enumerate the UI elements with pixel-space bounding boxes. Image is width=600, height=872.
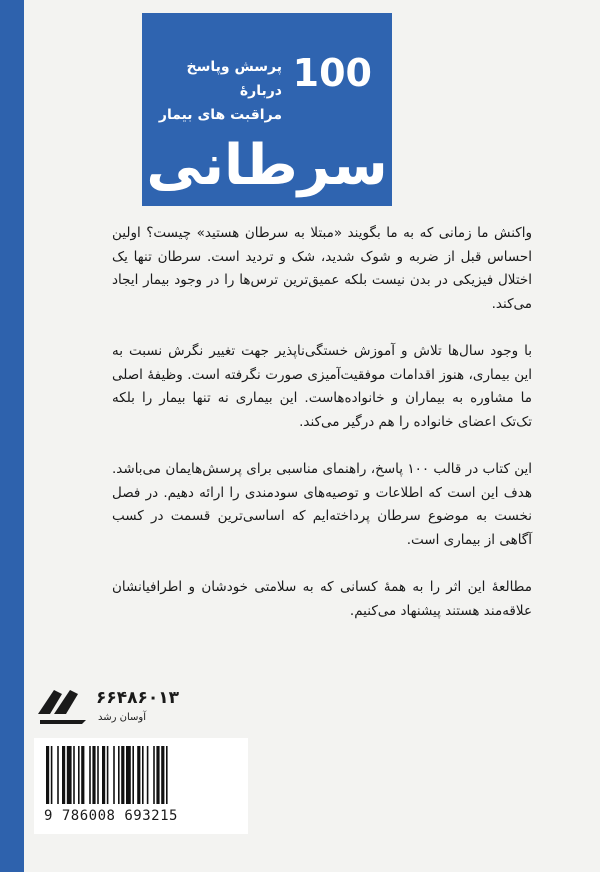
paragraph: این کتاب در قالب ۱۰۰ پاسخ، راهنمای مناسبی برای پرسش‌هایمان می‌باشد. هدف این است که اطلاعات و توصیه‌های سودمندی را ارائه دهیم. در فصل نخست به موضوع سرطان پرداخته‌ایم که اساسی‌ترین قسمت در کسب آگاهی از بیماری است.: [112, 461, 532, 548]
subtitle-line-1: پرسش وپاسخ دربارهٔ: [186, 59, 282, 99]
barcode-bars-icon: [44, 746, 238, 806]
title-box: [142, 13, 392, 206]
subtitle-line-2: مراقبت های بیمار: [158, 107, 282, 123]
back-cover-text: [112, 222, 532, 647]
paragraph: مطالعهٔ این اثر را به همهٔ کسانی که به سلامتی خودشان و اطرافیانشان علاقه‌مند هستند پیشنهاد می‌کنیم.: [112, 579, 532, 619]
title-number: 100: [292, 51, 372, 95]
paragraph: واکنش ما زمانی که به ما بگویند «مبتلا به سرطان هستید» چیست؟ اولین احساس قبل از ضربه و شوک شدید، شک و تردید است. سرطان تنها یک اختلال فیزیکی در بدن نیست بلکه عمیق‌ترین ترس‌ها را در وجود بیمار ایجاد می‌کند.: [112, 225, 532, 312]
blue-side-strip: [0, 0, 24, 872]
paragraph: با وجود سال‌ها تلاش و آموزش خستگی‌ناپذیر جهت تغییر نگرش نسبت به این بیماری، هنوز اقدامات موفقیت‌آمیزی صورت نگرفته است. وظیفهٔ اصلی ما مشاوره به بیماران و خانواده‌هاست. این بیماری نه تنها بیمار را بلکه تک‌تک اعضای خانواده را هم درگیر می‌کند.: [112, 343, 532, 430]
publisher-name: آوسان رشد: [98, 712, 147, 723]
barcode: [34, 738, 248, 834]
book-title: سرطانی: [146, 133, 388, 198]
publisher-logo-icon: [36, 684, 90, 726]
publisher-phone: ۶۶۴۸۶۰۱۳: [96, 688, 180, 708]
isbn-digits: 9 786008 693215: [44, 808, 178, 824]
subtitle: [142, 55, 282, 127]
